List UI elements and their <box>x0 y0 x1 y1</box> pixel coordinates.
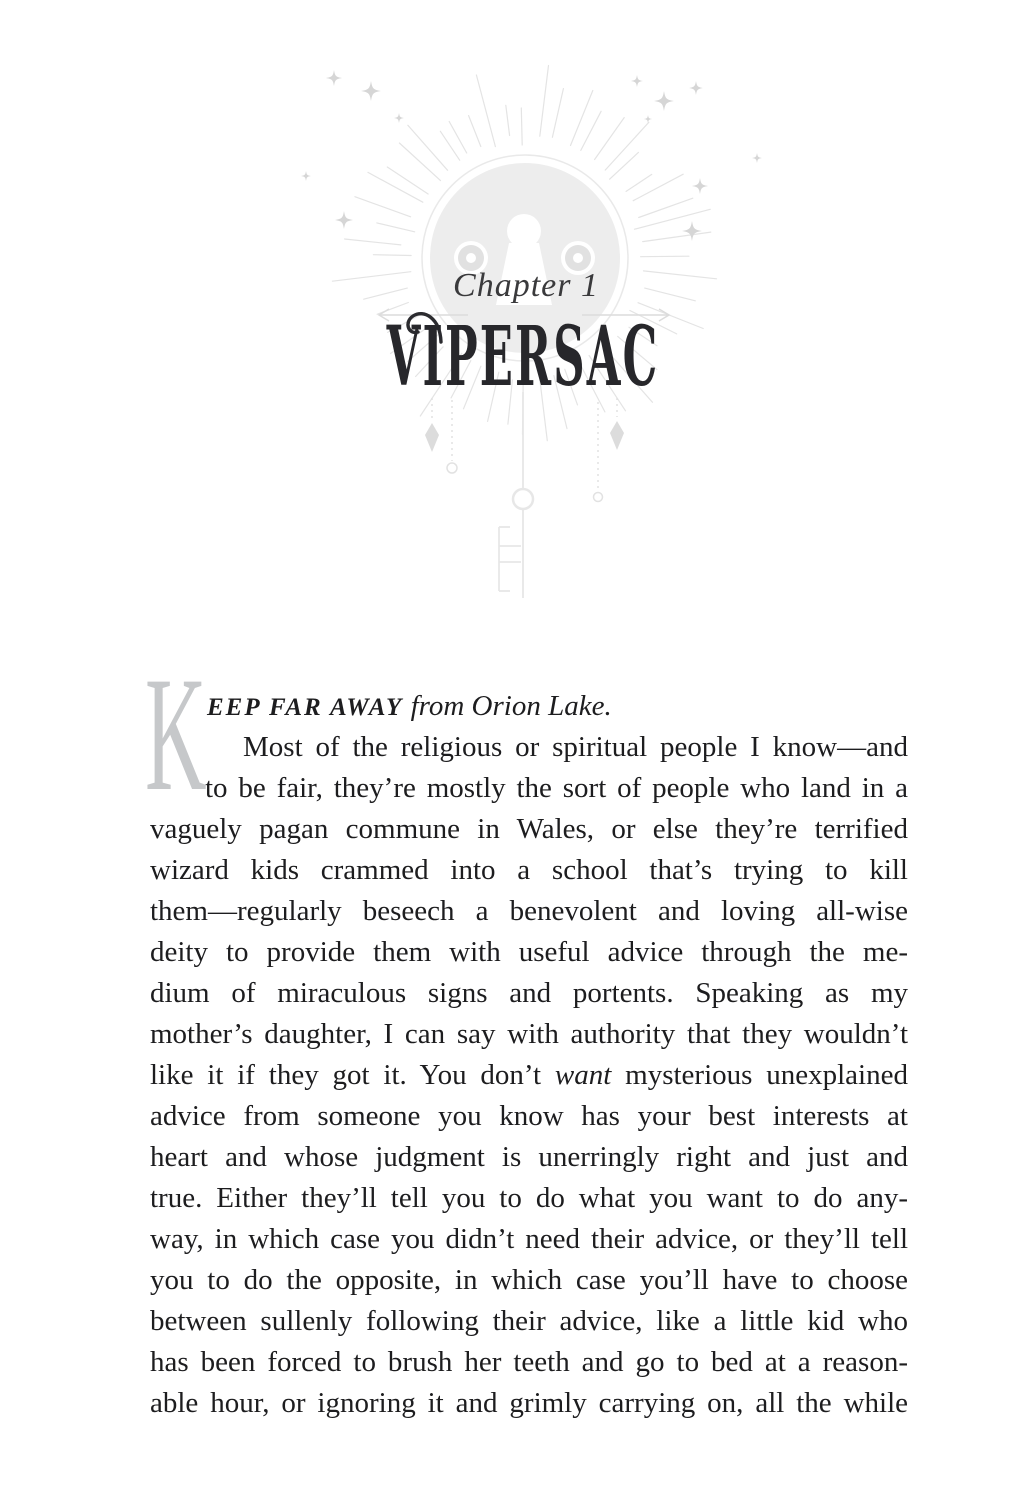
opening-line <box>150 686 908 727</box>
body-text-line: able hour, or ignoring it and grimly carrying on, all the while <box>150 1387 908 1419</box>
body-text-line: mother’s daughter, I can say with authority that they wouldn’t <box>150 1018 908 1050</box>
body-text-line: wizard kids crammed into a school that’s trying to kill <box>150 854 908 886</box>
body-text-line: has been forced to brush her teeth and go to bed at a reason- <box>150 1346 908 1378</box>
body-text-line: advice from someone you know has your best interests at <box>150 1100 908 1132</box>
body-text-line: heart and whose judgment is unerringly right and just and <box>150 1141 908 1173</box>
body-text-line: true. Either they’ll tell you to do what you want to do any- <box>150 1182 908 1214</box>
opening-italic: from Orion Lake. <box>403 690 612 722</box>
body-text-line: them—regularly beseech a benevolent and loving all-wise <box>150 895 908 927</box>
body-lines <box>150 727 908 1424</box>
hanging-key-icon <box>499 392 533 598</box>
body-text-line: you to do the opposite, in which case you’ll have to choose <box>150 1264 908 1296</box>
body-text-line: like it if they got it. You don’t want mysterious unexplained <box>150 1059 908 1091</box>
body-text-line: vaguely pagan commune in Wales, or else they’re terrified <box>150 813 908 845</box>
body-text-line: to be fair, they’re mostly the sort of people who land in a <box>205 772 908 804</box>
body-text-line: between sullenly following their advice, like a little kid who <box>150 1305 908 1337</box>
drop-cap: K <box>145 644 207 825</box>
body-text-line: Most of the religious or spiritual people I know—and <box>243 731 908 763</box>
body-text-line: deity to provide them with useful advice through the me- <box>150 936 908 968</box>
hanging-charms <box>425 398 624 502</box>
body-text-line: dium of miraculous signs and portents. Speaking as my <box>150 977 908 1009</box>
opening-small-caps: EEP FAR AWAY <box>207 694 404 721</box>
chapter-title: VIPERSAC <box>386 309 660 405</box>
chapter-label: Chapter 1 <box>453 267 599 304</box>
body-text <box>145 644 908 1424</box>
body-text-line: way, in which case you didn’t need their advice, or they’ll tell <box>150 1223 908 1255</box>
